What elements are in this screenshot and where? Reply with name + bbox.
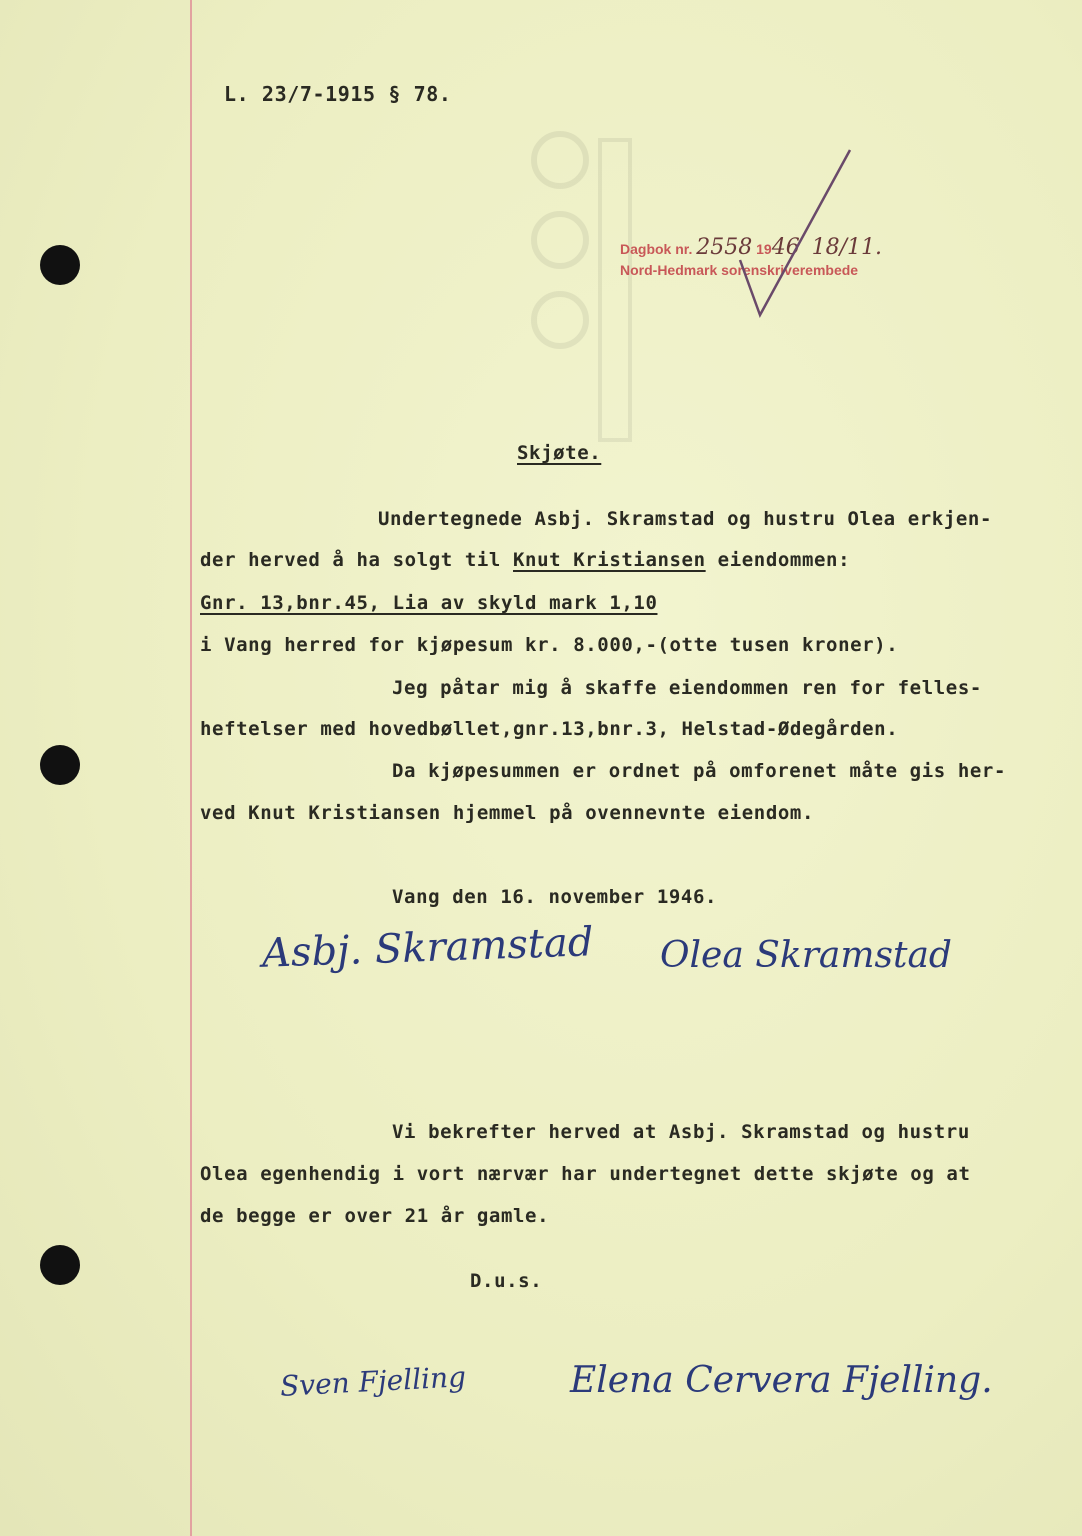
stamp-year-prefix: 19 — [756, 241, 772, 257]
margin-line — [190, 0, 192, 1536]
stamp-date: 18/11. — [811, 235, 883, 260]
property-designation: Gnr. 13,bnr.45, Lia av skyld mark 1,10 — [200, 592, 658, 614]
witness-signature-2: Elena Cervera Fjelling. — [570, 1360, 993, 1401]
buyer-name: Knut Kristiansen — [513, 549, 706, 571]
witness-line: Olea egenhendig i vort nærvær har undertegnet dette skjøte og at — [200, 1163, 971, 1185]
punch-hole-middle — [40, 745, 80, 785]
stamp-year-suffix: 46 — [771, 235, 800, 260]
witness-line: de begge er over 21 år gamle. — [200, 1205, 550, 1227]
body-line: Jeg påtar mig å skaffe eiendommen ren for felles- — [392, 677, 982, 699]
body-text: eiendommen: — [705, 549, 851, 571]
closing-abbreviation: D.u.s. — [470, 1270, 543, 1292]
body-line: i Vang herred for kjøpesum kr. 8.000,-(otte tusen kroner). — [200, 634, 899, 656]
body-line: ved Knut Kristiansen hjemmel på ovennevnte eiendom. — [200, 802, 814, 824]
law-reference: L. 23/7-1915 § 78. — [224, 82, 452, 106]
place-date: Vang den 16. november 1946. — [392, 886, 718, 908]
stamp-label: Dagbok nr. — [620, 241, 693, 257]
body-text: der herved å ha solgt til — [200, 549, 514, 571]
witness-signature-1: Sven Fjelling — [279, 1360, 467, 1403]
punch-hole-top — [40, 245, 80, 285]
document-title: Skjøte. — [517, 442, 602, 464]
body-line: Undertegnede Asbj. Skramstad og hustru Olea erkjen- — [378, 508, 992, 530]
body-line — [200, 549, 850, 571]
stamp-office: Nord-Hedmark sorenskriverembede — [620, 262, 859, 278]
seller-signature-1: Asbj. Skramstad — [261, 919, 595, 977]
body-line: heftelser med hovedbøllet,gnr.13,bnr.3, Helstad-Ødegården. — [200, 718, 899, 740]
seller-signature-2: Olea Skramstad — [660, 935, 952, 976]
witness-line: Vi bekrefter herved at Asbj. Skramstad og hustru — [392, 1121, 970, 1143]
punch-hole-bottom — [40, 1245, 80, 1285]
bleed-through-stamp — [520, 120, 640, 480]
body-line: Da kjøpesummen er ordnet på omforenet måte gis her- — [392, 760, 1006, 782]
check-mark-icon — [730, 140, 860, 320]
stamp-number: 2558 — [696, 235, 753, 260]
